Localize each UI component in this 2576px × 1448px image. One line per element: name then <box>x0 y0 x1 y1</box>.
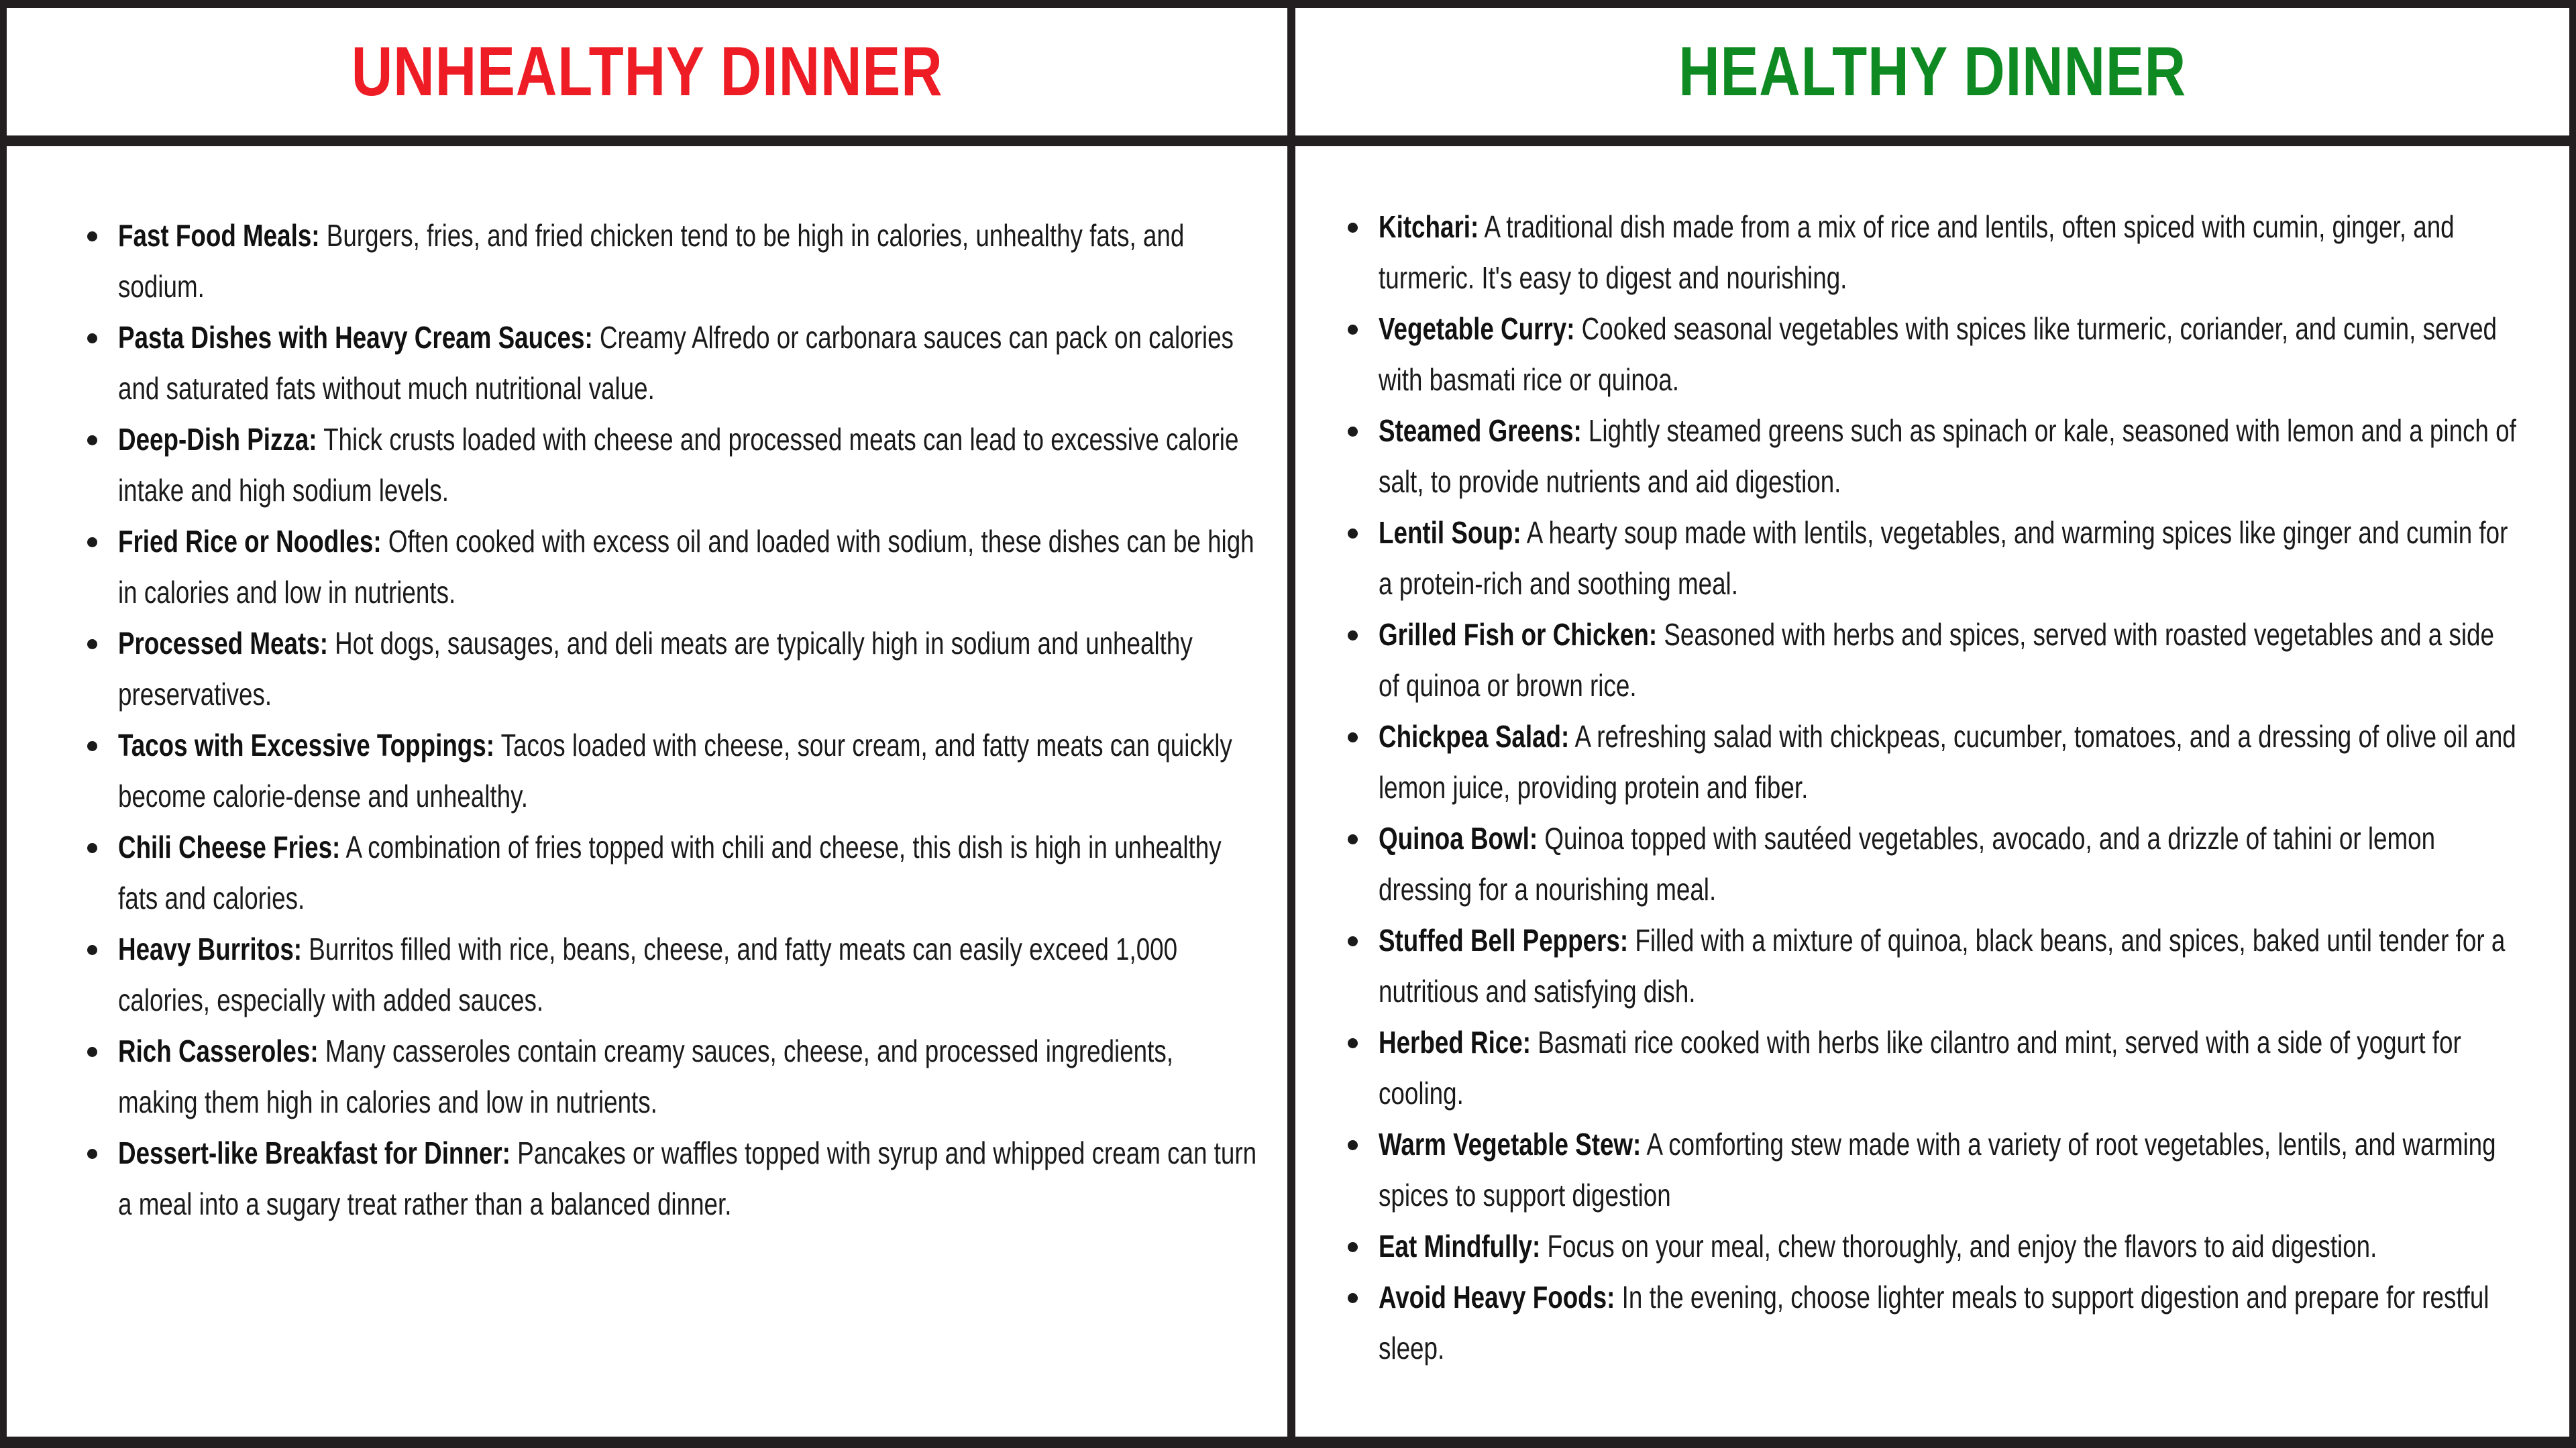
item-description: Often cooked with excess oil and loaded with sodium, these dishes can be high in calories and low in nutrients. <box>118 524 1254 610</box>
list-item-text <box>118 210 1258 312</box>
bullet-icon <box>1348 1293 1358 1303</box>
item-description: Burgers, fries, and fried chicken tend to be high in calories, unhealthy fats, and sodium. <box>118 218 1185 304</box>
list-item-text <box>118 822 1258 924</box>
list-item <box>118 414 1258 516</box>
item-term: Fast Food Meals: <box>118 218 320 253</box>
list-item <box>1379 1017 2519 1119</box>
item-description: Basmati rice cooked with herbs like cilantro and mint, served with a side of yogurt for cooling. <box>1379 1025 2461 1111</box>
item-description: Cooked seasonal vegetables with spices like turmeric, coriander, and cumin, served with basmati rice or quinoa. <box>1379 311 2498 397</box>
list-item-text <box>1379 405 2519 507</box>
bullet-icon <box>1348 528 1358 539</box>
table-border-right <box>2569 0 2576 1448</box>
item-term: Chili Cheese Fries: <box>118 830 341 865</box>
list-item-text <box>1379 813 2519 915</box>
bullet-icon <box>1348 1038 1358 1048</box>
list-item-text <box>118 924 1258 1025</box>
item-description: Quinoa topped with sautéed vegetables, avocado, and a drizzle of tahini or lemon dressing for a nourishing meal. <box>1379 821 2436 907</box>
bullet-icon <box>1348 325 1358 335</box>
column-divider <box>1287 0 1295 1448</box>
list-item <box>1379 813 2519 915</box>
item-term: Warm Vegetable Stew: <box>1379 1127 1642 1162</box>
list-item <box>1379 1221 2519 1272</box>
item-term: Heavy Burritos: <box>118 932 303 966</box>
healthy-dinner-list <box>1379 201 2519 1374</box>
bullet-icon <box>87 333 97 343</box>
bullet-icon <box>87 741 97 751</box>
list-item <box>118 516 1258 618</box>
list-item <box>1379 303 2519 405</box>
list-item <box>1379 915 2519 1017</box>
item-term: Vegetable Curry: <box>1379 311 1575 346</box>
bullet-icon <box>1348 834 1358 844</box>
bullet-icon <box>87 843 97 853</box>
item-term: Stuffed Bell Peppers: <box>1379 923 1629 958</box>
list-item-text <box>118 720 1258 822</box>
list-item <box>1379 507 2519 609</box>
list-item <box>118 210 1258 312</box>
bullet-icon <box>1348 427 1358 437</box>
item-description: Focus on your meal, chew thoroughly, and enjoy the flavors to aid digestion. <box>1540 1229 2377 1264</box>
item-description: Hot dogs, sausages, and deli meats are typically high in sodium and unhealthy preservatives. <box>118 626 1193 712</box>
item-description: A traditional dish made from a mix of rice and lentils, often spiced with cumin, ginger, and turmeric. It's easy to digest and nourishing. <box>1379 209 2455 295</box>
bullet-icon <box>1348 223 1358 233</box>
list-item <box>1379 1272 2519 1374</box>
item-term: Pasta Dishes with Heavy Cream Sauces: <box>118 320 593 355</box>
item-term: Processed Meats: <box>118 626 328 661</box>
list-item-text <box>118 516 1258 618</box>
list-item-text <box>118 1127 1258 1229</box>
item-description: A comforting stew made with a variety of root vegetables, lentils, and warming spices to support digestion <box>1379 1127 2496 1213</box>
list-item <box>1379 201 2519 303</box>
list-item <box>118 1127 1258 1229</box>
bullet-icon <box>1348 936 1358 946</box>
item-description: A combination of fries topped with chili and cheese, this dish is high in unhealthy fats and calories. <box>118 830 1222 915</box>
bullet-icon <box>1348 1140 1358 1150</box>
item-description: Pancakes or waffles topped with syrup and whipped cream can turn a meal into a sugary treat rather than a balanced dinner. <box>118 1135 1257 1221</box>
table-border-left <box>0 0 7 1448</box>
bullet-icon <box>87 435 97 445</box>
list-item-text <box>1379 1017 2519 1119</box>
list-item <box>118 1025 1258 1127</box>
list-item-text <box>1379 507 2519 609</box>
list-item-text <box>118 1025 1258 1127</box>
item-term: Quinoa Bowl: <box>1379 821 1538 856</box>
item-description: Creamy Alfredo or carbonara sauces can pack on calories and saturated fats without much nutritional value. <box>118 320 1234 406</box>
healthy-dinner-title: HEALTHY DINNER <box>1678 32 2186 111</box>
bullet-icon <box>87 1047 97 1057</box>
bullet-icon <box>1348 1242 1358 1252</box>
healthy-header-cell <box>1295 8 2569 135</box>
bullet-icon <box>87 639 97 649</box>
list-item <box>118 822 1258 924</box>
item-term: Herbed Rice: <box>1379 1025 1531 1060</box>
item-term: Lentil Soup: <box>1379 515 1521 550</box>
item-term: Rich Casseroles: <box>118 1034 319 1068</box>
list-item-text <box>118 312 1258 414</box>
item-description: A refreshing salad with chickpeas, cucumber, tomatoes, and a dressing of olive oil and lemon juice, providing protein and fiber. <box>1379 719 2516 805</box>
item-description: Seasoned with herbs and spices, served with roasted vegetables and a side of quinoa or brown rice. <box>1379 617 2494 703</box>
list-item-text <box>1379 1221 2519 1272</box>
item-description: Burritos filled with rice, beans, cheese, and fatty meats can easily exceed 1,000 calories, especially with added sauces. <box>118 932 1178 1017</box>
bullet-icon <box>87 231 97 241</box>
item-description: Tacos loaded with cheese, sour cream, and fatty meats can quickly become calorie-dense and unhealthy. <box>118 728 1232 814</box>
item-description: Filled with a mixture of quinoa, black beans, and spices, baked until tender for a nutritious and satisfying dish. <box>1379 923 2506 1009</box>
list-item <box>118 312 1258 414</box>
list-item-text <box>1379 1272 2519 1374</box>
bullet-icon <box>87 1149 97 1159</box>
item-term: Dessert-like Breakfast for Dinner: <box>118 1135 511 1170</box>
item-description: A hearty soup made with lentils, vegetables, and warming spices like ginger and cumin for a protein-rich and soothing meal. <box>1379 515 2508 601</box>
bullet-icon <box>1348 732 1358 742</box>
list-item <box>1379 405 2519 507</box>
item-description: In the evening, choose lighter meals to support digestion and prepare for restful sleep. <box>1379 1280 2489 1366</box>
list-item <box>1379 609 2519 711</box>
item-term: Deep-Dish Pizza: <box>118 422 317 457</box>
item-term: Kitchari: <box>1379 209 1479 244</box>
unhealthy-dinner-title: UNHEALTHY DINNER <box>351 32 943 111</box>
healthy-dinner-column <box>1295 146 2569 1437</box>
item-term: Chickpea Salad: <box>1379 719 1570 754</box>
list-item <box>118 924 1258 1025</box>
list-item-text <box>1379 609 2519 711</box>
list-item-text <box>1379 1119 2519 1221</box>
list-item-text <box>1379 201 2519 303</box>
item-term: Eat Mindfully: <box>1379 1229 1541 1264</box>
item-description: Thick crusts loaded with cheese and processed meats can lead to excessive calorie intake and high sodium levels. <box>118 422 1239 508</box>
list-item-text <box>1379 915 2519 1017</box>
list-item <box>1379 1119 2519 1221</box>
item-term: Tacos with Excessive Toppings: <box>118 728 495 763</box>
list-item-text <box>1379 303 2519 405</box>
unhealthy-header-cell <box>7 8 1287 135</box>
item-term: Grilled Fish or Chicken: <box>1379 617 1658 652</box>
item-description: Lightly steamed greens such as spinach or kale, seasoned with lemon and a pinch of salt, to provide nutrients and aid digestion. <box>1379 413 2516 499</box>
list-item-text <box>1379 711 2519 813</box>
item-description: Many casseroles contain creamy sauces, cheese, and processed ingredients, making them high in calories and low in nutrients. <box>118 1034 1173 1119</box>
item-term: Avoid Heavy Foods: <box>1379 1280 1615 1315</box>
list-item <box>118 720 1258 822</box>
bullet-icon <box>87 537 97 547</box>
list-item <box>1379 711 2519 813</box>
unhealthy-dinner-column <box>7 146 1287 1437</box>
list-item <box>118 618 1258 720</box>
item-term: Fried Rice or Noodles: <box>118 524 382 559</box>
item-term: Steamed Greens: <box>1379 413 1582 448</box>
list-item-text <box>118 618 1258 720</box>
bullet-icon <box>1348 630 1358 641</box>
list-item-text <box>118 414 1258 516</box>
bullet-icon <box>87 945 97 955</box>
unhealthy-dinner-list <box>118 210 1258 1229</box>
